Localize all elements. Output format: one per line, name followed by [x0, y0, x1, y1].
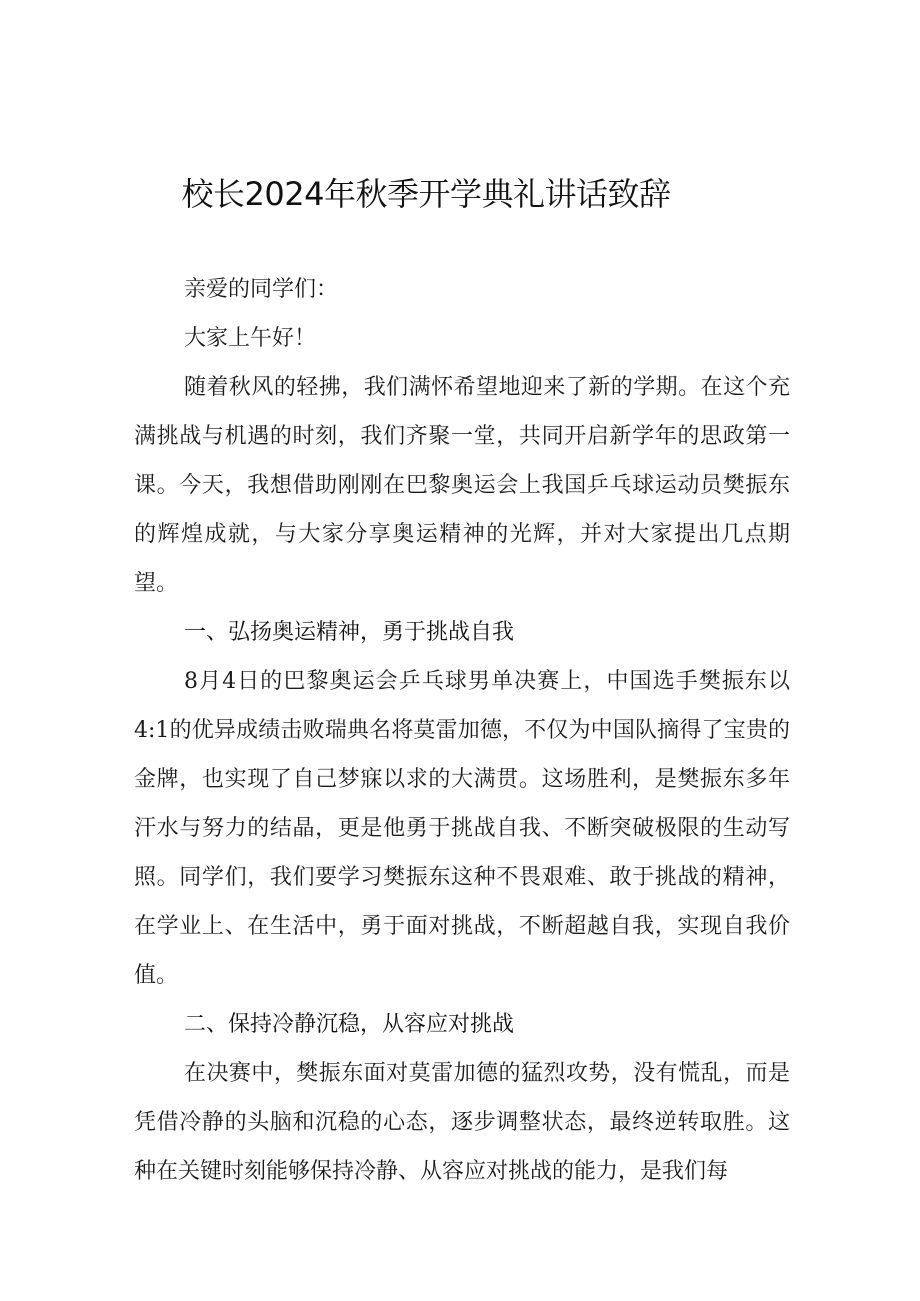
section-heading-2: 二、保持冷静沉稳，从容应对挑战	[184, 1012, 515, 1037]
greeting: 大家上午好！	[184, 326, 317, 351]
section-heading-1: 一、弘扬奥运精神，勇于挑战自我	[184, 620, 515, 645]
document-title: 校长2024年秋季开学典礼讲话致辞	[181, 175, 671, 213]
section-paragraph-1: 8月4日的巴黎奥运会乒乓球男单决赛上，中国选手樊振东以4:1的优异成绩击败瑞典名将莫雷加德，不仅为中国队摘得了宝贵的金牌，也实现了自己梦寐以求的大满贯。这场胜利，是樊振东多年汗水与努力的结晶，更是他勇于挑战自我、不断突破极限的生动写照。同学们，我们要学习樊振东这种不畏艰难、敢于挑战的精神，在学业上、在生活中，勇于面对挑战，不断超越自我，实现自我价值。	[134, 669, 790, 988]
salutation: 亲爱的同学们：	[184, 277, 339, 302]
intro-paragraph: 随着秋风的轻拂，我们满怀希望地迎来了新的学期。在这个充满挑战与机遇的时刻，我们齐聚一堂，共同开启新学年的思政第一课。今天，我想借助刚刚在巴黎奥运会上我国乒乓球运动员樊振东的辉煌成就，与大家分享奥运精神的光辉，并对大家提出几点期望。	[134, 375, 790, 596]
section-paragraph-2: 在决赛中，樊振东面对莫雷加德的猛烈攻势，没有慌乱，而是凭借冷静的头脑和沉稳的心态，逐步调整状态，最终逆转取胜。这种在关键时刻能够保持冷静、从容应对挑战的能力，是我们每	[134, 1061, 790, 1184]
document-body	[134, 265, 790, 1196]
